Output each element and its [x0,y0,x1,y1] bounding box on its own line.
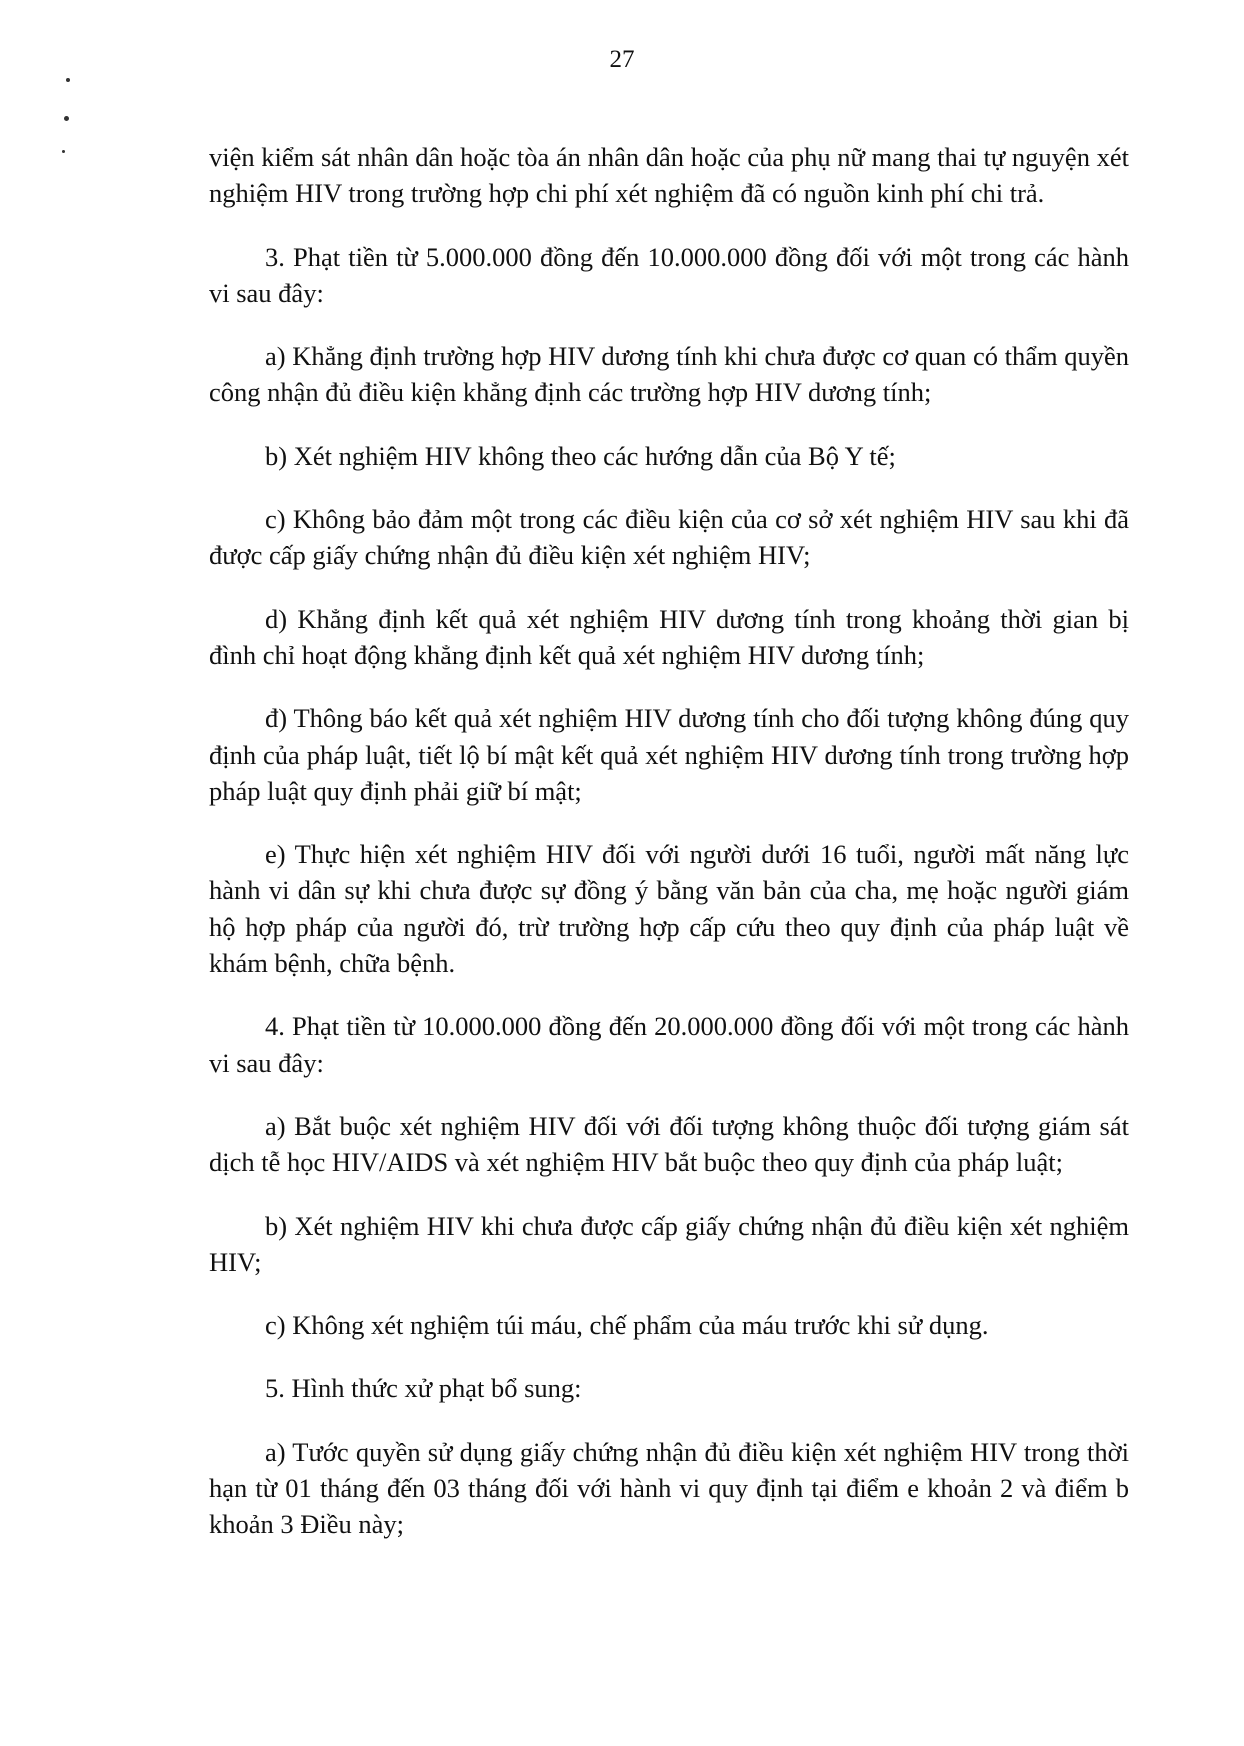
scan-speck [66,78,70,82]
paragraph-continuation: viện kiểm sát nhân dân hoặc tòa án nhân dân hoặc của phụ nữ mang thai tự nguyện xét nghiệm HIV trong trường hợp chi phí xét nghiệm đã có nguồn kinh phí chi trả. [209,142,1129,209]
page-number: 27 [609,46,635,73]
paragraph-clause-4: 4. Phạt tiền từ 10.000.000 đồng đến 20.000.000 đồng đối với một trong các hành vi sau đây: [209,1011,1129,1078]
document-body [209,139,1129,1543]
paragraph-clause-3b: b) Xét nghiệm HIV không theo các hướng dẫn của Bộ Y tế; [265,440,896,471]
paragraph-clause-4c: c) Không xét nghiệm túi máu, chế phẩm của máu trước khi sử dụng. [265,1310,989,1341]
scan-speck [64,116,69,121]
paragraph-clause-4a: a) Bắt buộc xét nghiệm HIV đối với đối tượng không thuộc đối tượng giám sát dịch tễ học HIV/AIDS và xét nghiệm HIV bắt buộc theo quy định của pháp luật; [209,1110,1129,1178]
paragraph-clause-3a: a) Khẳng định trường hợp HIV dương tính khi chưa được cơ quan có thẩm quyền công nhận đủ điều kiện khẳng định các trường hợp HIV dương tính; [209,341,1129,408]
paragraph-clause-5: 5. Hình thức xử phạt bổ sung: [265,1373,582,1404]
paragraph-clause-3c: c) Không bảo đảm một trong các điều kiện của cơ sở xét nghiệm HIV sau khi đã được cấp giấy chứng nhận đủ điều kiện xét nghiệm HIV; [209,504,1129,571]
paragraph-clause-3dd: đ) Thông báo kết quả xét nghiệm HIV dương tính cho đối tượng không đúng quy định của pháp luật, tiết lộ bí mật kết quả xét nghiệm HIV dương tính trong trường hợp pháp luật quy định phải giữ bí mật; [209,703,1129,806]
paragraph-clause-4b: b) Xét nghiệm HIV khi chưa được cấp giấy chứng nhận đủ điều kiện xét nghiệm HIV; [209,1210,1129,1277]
paragraph-clause-3d: d) Khẳng định kết quả xét nghiệm HIV dương tính trong khoảng thời gian bị đình chỉ hoạt động khẳng định kết quả xét nghiệm HIV dương tính; [209,603,1129,670]
paragraph-clause-5a: a) Tước quyền sử dụng giấy chứng nhận đủ điều kiện xét nghiệm HIV trong thời hạn từ 01 tháng đến 03 tháng đối với hành vi quy định tại điểm e khoản 2 và điểm b khoản 3 Điều này; [209,1436,1129,1540]
paragraph-clause-3e: e) Thực hiện xét nghiệm HIV đối với người dưới 16 tuổi, người mất năng lực hành vi dân sự khi chưa được sự đồng ý bằng văn bản của cha, mẹ hoặc người giám hộ hợp pháp của người đó, trừ trường hợp cấp cứu theo quy định của pháp luật về khám bệnh, chữa bệnh. [209,839,1129,979]
paragraph-clause-3: 3. Phạt tiền từ 5.000.000 đồng đến 10.000.000 đồng đối với một trong các hành vi sau đây: [209,241,1129,308]
scan-speck [62,150,65,153]
